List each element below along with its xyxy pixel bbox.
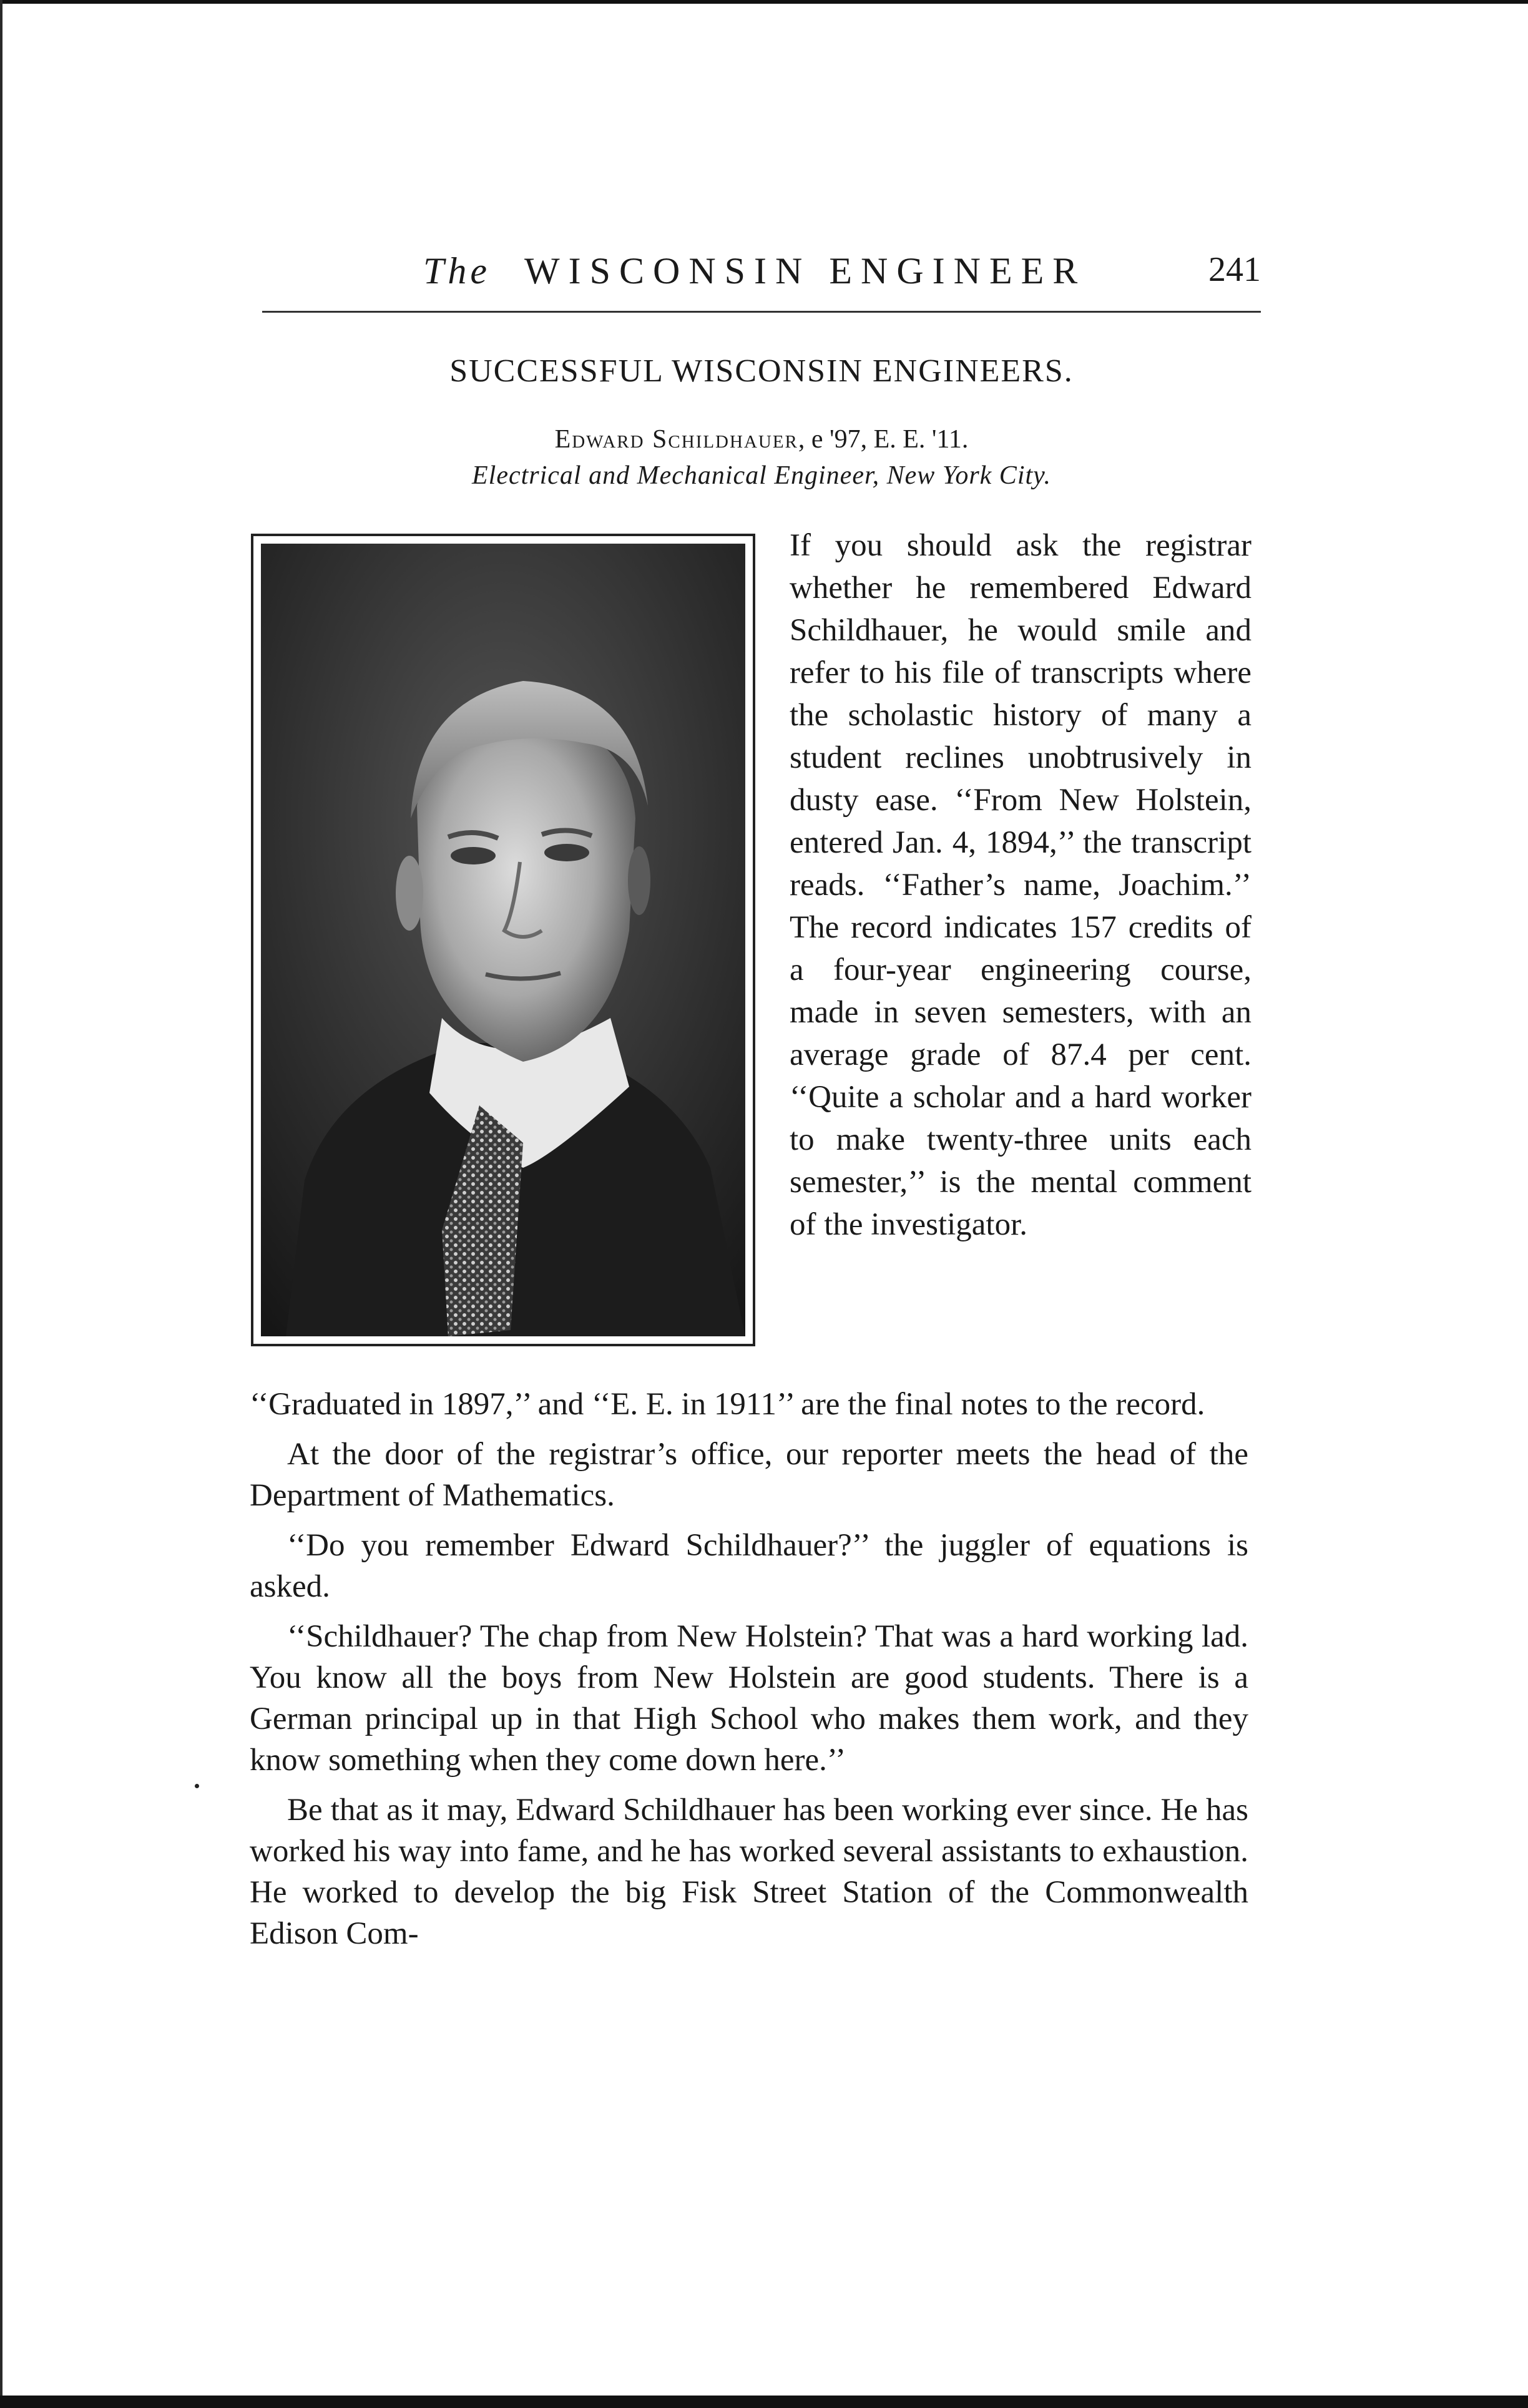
margin-mark xyxy=(195,1784,199,1788)
body-paragraph: ‘‘Do you remember Edward Schildhauer?’’ the juggler of equations is asked. xyxy=(250,1528,1248,1604)
byline xyxy=(262,424,1261,454)
article-column-text xyxy=(790,524,1251,1246)
header-rule xyxy=(262,311,1261,313)
body-paragraph: ‘‘Schildhauer? The chap from New Holstein? That was a hard working lad. You know all the boys from New Holstein are good students. There is a German principal up in that High School who makes them work, and they know something when they come down here.’’ xyxy=(250,1619,1248,1778)
portrait-frame xyxy=(251,534,755,1346)
scan-border-left xyxy=(0,0,2,2408)
byline-name: Edward Schildhauer xyxy=(554,425,798,454)
page-number: 241 xyxy=(1208,250,1261,289)
scan-border-top xyxy=(0,0,1528,4)
portrait-photo xyxy=(261,544,745,1336)
byline-degrees: , e '97, E. E. '11. xyxy=(798,425,969,454)
article-title: SUCCESSFUL WISCONSIN ENGINEERS. xyxy=(449,353,1074,389)
running-head-journal: WISCONSIN ENGINEER xyxy=(524,250,1087,291)
body-paragraph: ‘‘Graduated in 1897,’’ and ‘‘E. E. in 1911’’ are the final notes to the record. xyxy=(250,1387,1205,1422)
article-body-text xyxy=(250,1384,1248,1963)
byline-role: Electrical and Mechanical Engineer, New York City. xyxy=(472,461,1051,490)
scan-border-bottom xyxy=(0,2396,1528,2408)
body-paragraph: Be that as it may, Edward Schildhauer has been working ever since. He has worked his way into fame, and he has worked several assistants to exhaustion. He worked to develop the big Fisk Street Station of the Commonwealth Edison Com- xyxy=(250,1793,1248,1951)
body-paragraph: At the door of the registrar’s office, our reporter meets the head of the Department of Mathematics. xyxy=(250,1437,1248,1513)
column-paragraph: If you should ask the registrar whether he remembered Edward Schildhauer, he would smile and refer to his file of transcripts where the scholastic history of many a student reclines unobtrusively in dusty ease. ‘‘From New Holstein, entered Jan. 4, 1894,’’ the transcript reads. ‘‘Father’s name, Joachim.’’ The record indicates 157 credits of a four-year engineering course, made in seven semesters, with an average grade of 87.4 per cent. ‘‘Quite a scholar and a hard worker to make twenty-three units each semester,’’ is the mental comment of the investigator. xyxy=(790,528,1251,1242)
running-head xyxy=(262,250,1261,300)
running-head-the: The xyxy=(423,250,491,291)
